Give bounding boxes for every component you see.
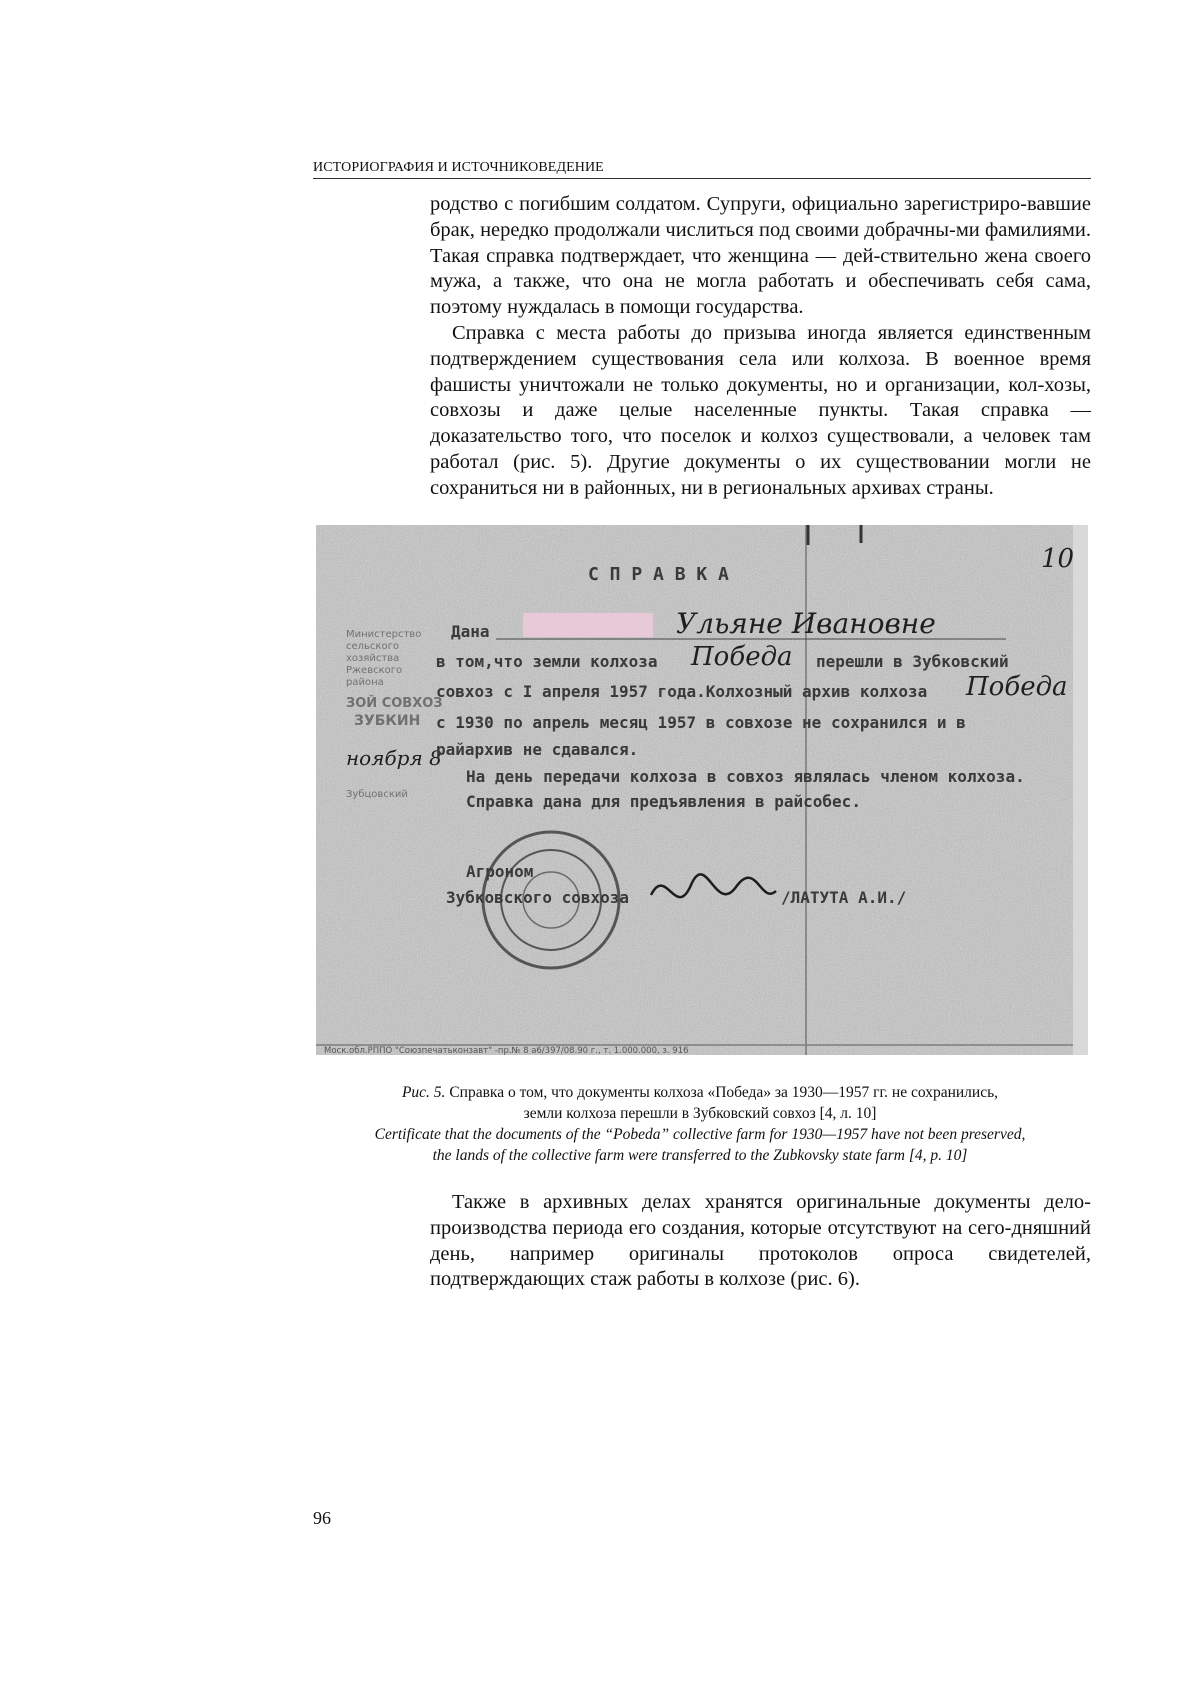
body-text-top <box>430 192 1091 502</box>
svg-text:хозяйства: хозяйства <box>346 653 400 664</box>
doc-line: Дана <box>451 622 490 641</box>
body-text-bottom <box>430 1190 1091 1293</box>
doc-line: Справка дана для предъявления в райсобес. <box>466 792 861 811</box>
caption-en-line1: Certificate that the documents of the “Pobeda” collective farm for 1930—1957 have not been preserved, <box>374 1126 1026 1143</box>
document-title: С П Р А В К А <box>588 564 729 585</box>
svg-text:ЗОЙ СОВХОЗ: ЗОЙ СОВХОЗ <box>346 696 443 711</box>
doc-line: совхоз с I апреля 1957 года.Колхозный архив колхоза <box>436 682 928 701</box>
paragraph: Также в архивных делах хранятся оригинальные документы дело-производства периода его создания, которые отсутствуют на сего-дняшний день, например оригиналы протоколов опроса свидетелей, подтверждающих стаж работы в колхозе (рис. 6). <box>430 1191 1091 1291</box>
doc-line: перешли в Зубковский <box>816 652 1009 671</box>
doc-line: райархив не сдавался. <box>436 740 639 759</box>
signature-label: Зубковского совхоза <box>446 888 630 907</box>
caption-ru-line2: земли колхоза перешли в Зубковский совхоз [4, л. 10] <box>523 1105 877 1122</box>
caption-ru-line1 <box>300 1082 1100 1103</box>
page-number: 96 <box>313 1508 331 1528</box>
caption-label: Рис. 5. <box>401 1084 446 1101</box>
handwritten-farm: Победа <box>691 642 793 672</box>
doc-line: с 1930 по апрель месяц 1957 в совхозе не сохранился и в <box>436 713 966 732</box>
svg-text:сельского: сельского <box>346 641 399 652</box>
handwritten-date: ноября 8 <box>346 746 442 770</box>
paragraph: родство с погибшим солдатом. Супруги, официально зарегистриро-вавшие брак, нередко продолжали числиться под своими добрачны-ми фамилиями. Такая справка подтверждает, что женщина — дей-ствительно жена своего мужа, а также, что она не могла работать и обеспечивать себя сама, поэтому нуждалась в помощи государства. <box>430 193 1091 319</box>
svg-text:Ржевского: Ржевского <box>346 665 403 676</box>
svg-text:Зубцовский: Зубцовский <box>346 789 408 800</box>
redaction-bar <box>523 613 653 637</box>
signature-name: /ЛАТУТА А.И./ <box>781 888 907 907</box>
caption-text: Справка о том, что документы колхоза «Победа» за 1930—1957 гг. не сохранились, <box>445 1084 999 1101</box>
print-footer: Моск.обл.РППО "Союзпечатьконзавт" -пр.№ 8 а6/397/08.90 г., т. 1.000.000, з. 916 <box>324 1046 689 1055</box>
caption-en-line2: the lands of the collective farm were transferred to the Zubkovsky state farm [4, p. 10] <box>432 1147 968 1164</box>
paragraph: Справка с места работы до призыва иногда является единственным подтверждением существования села или колхоза. В военное время фашисты уничтожали не только документы, но и организации, кол-хозы, совхозы и даже целые населенные пункты. Такая справка — доказательство того, что поселок и колхоз существовали, а человек там работал (рис. 5). Другие документы о их существовании могли не сохраниться ни в районных, ни в региональных архивах страны. <box>430 321 1091 499</box>
doc-line: в том,что земли колхоза <box>436 652 658 671</box>
svg-text:ЗУБКИН: ЗУБКИН <box>354 713 421 729</box>
sheet-number: 10 <box>1041 544 1075 574</box>
signature-label: Агроном <box>466 862 534 881</box>
svg-text:Министерство: Министерство <box>346 629 422 640</box>
handwritten-name: Ульяне Ивановне <box>676 607 936 640</box>
handwritten-farm: Победа <box>966 672 1068 702</box>
figure-caption <box>300 1082 1100 1166</box>
certificate-scan-image <box>316 525 1088 1055</box>
running-head: ИСТОРИОГРАФИЯ И ИСТОЧНИКОВЕДЕНИЕ <box>313 160 1091 179</box>
svg-text:района: района <box>346 677 384 688</box>
doc-line: На день передачи колхоза в совхоз являлась членом колхоза. <box>466 767 1025 786</box>
figure-certificate-scan <box>316 525 1088 1055</box>
